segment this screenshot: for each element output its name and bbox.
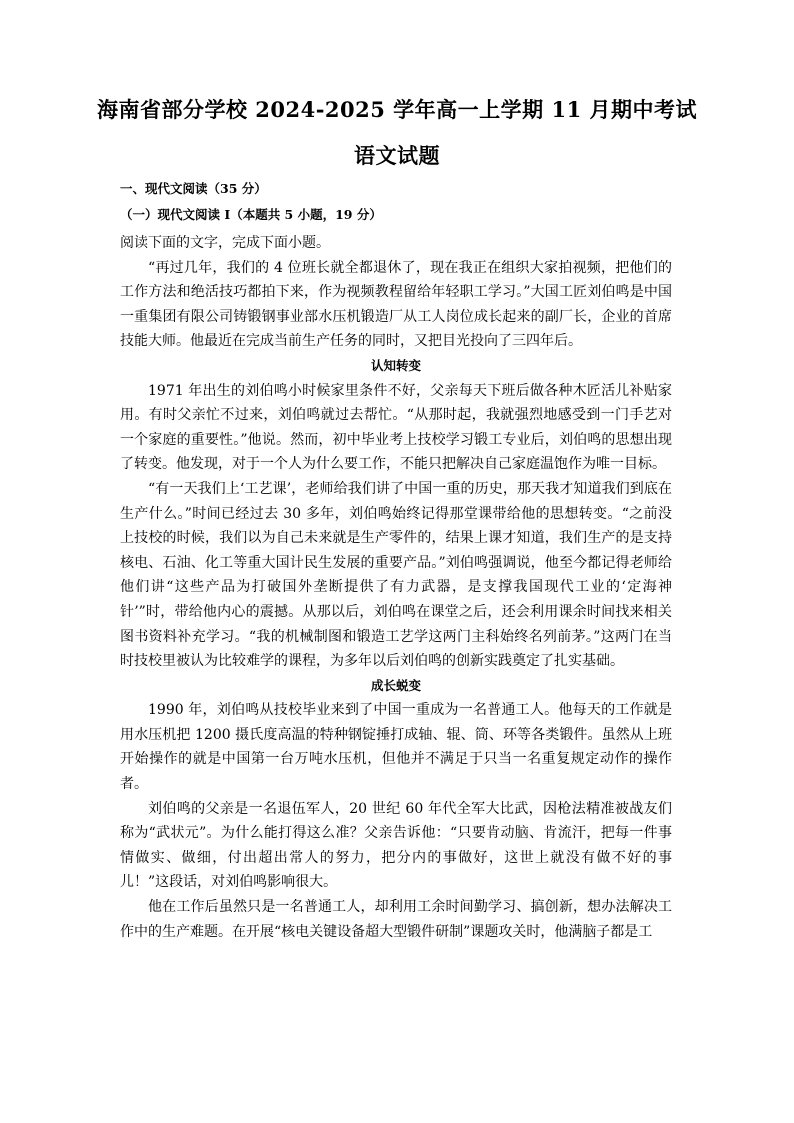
paragraph: “再过几年，我们的 4 位班长就全都退休了，现在我正在组织大家拍视频，把他们的工作方法和绝活技巧都拍下来，作为视频教程留给年轻职工学习。”大国工匠刘伯鸣是中国一重集团有限公司铸锻钢事业部水压机锻造厂从工人岗位成长起来的副厂长，企业的首席技能大师。他最近在完成当前生产任务的同时，又把目光投向了三四年后。 <box>120 259 672 350</box>
passage-heading: 成长蜕变 <box>370 677 421 693</box>
instruction-text: 阅读下面的文字，完成下面小题。 <box>120 235 330 251</box>
paragraph: 1990 年，刘伯鸣从技校毕业来到了中国一重成为一名普通工人。他每天的工作就是用水压机把 1200 摄氏度高温的特种钢锭捶打成轴、辊、筒、环等各类锻件。虽然从上班开始操作的就是中国第一台万吨水压机，但他并不满足于只当一名重复规定动作的操作者。 <box>120 702 672 793</box>
document-subtitle: 语文试题 <box>354 143 440 168</box>
paragraph: 1971 年出生的刘伯鸣小时候家里条件不好，父亲每天下班后做各种木匠活儿补贴家用。有时父亲忙不过来，刘伯鸣就过去帮忙。“从那时起，我就强烈地感受到一门手艺对一个家庭的重要性。”他说。然而，初中毕业考上技校学习锻工专业后，刘伯鸣的思想出现了转变。他发现，对于一个人为什么要工作，不能只把解决自己家庭温饱作为唯一目标。 <box>120 382 672 473</box>
section-heading: 一、现代文阅读（35 分） <box>120 181 267 196</box>
reading-passage <box>120 231 672 944</box>
subsection-heading: （一）现代文阅读 I（本题共 5 小题，19 分） <box>120 207 382 222</box>
paragraph: 刘伯鸣的父亲是一名退伍军人，20 世纪 60 年代全军大比武，因枪法精准被战友们称为“武状元”。为什么能打得这么准？父亲告诉他：“只要肯动脑、肯流汗，把每一件事情做实、做细，付出超出常人的努力，把分内的事做好，这世上就没有做不好的事儿！”这段话，对刘伯鸣影响很大。 <box>120 800 672 891</box>
document-title: 海南省部分学校 2024-2025 学年高一上学期 11 月期中考试 <box>96 97 698 122</box>
paragraph: 他在工作后虽然只是一名普通工人，却利用工余时间勤学习、搞创新，想办法解决工作中的生产难题。在开展“核电关键设备超大型锻件研制”课题攻关时，他满脑子都是工 <box>120 899 672 940</box>
paragraph: “有一天我们上‘工艺课’，老师给我们讲了中国一重的历史，那天我才知道我们到底在生产什么。”时间已经过去 30 多年，刘伯鸣始终记得那堂课带给他的思想转变。“之前没上技校的时候，我们以为自己未来就是生产零件的，结果上课才知道，我们生产的是支持核电、石油、化工等重大国计民生发展的重要产品。”刘伯鸣强调说，他至今都记得老师给他们讲“这些产品为打破国外垄断提供了有力武器，是支撑我国现代工业的‘定海神针’”时，带给他内心的震撼。从那以后，刘伯鸣在课堂之后，还会利用课余时间找来相关图书资料补充学习。“我的机械制图和锻造工艺学这两门主科始终名列前茅。”这两门在当时技校里被认为比较难学的课程，为多年以后刘伯鸣的创新实践奠定了扎实基础。 <box>120 480 672 670</box>
passage-heading: 认知转变 <box>370 357 421 373</box>
